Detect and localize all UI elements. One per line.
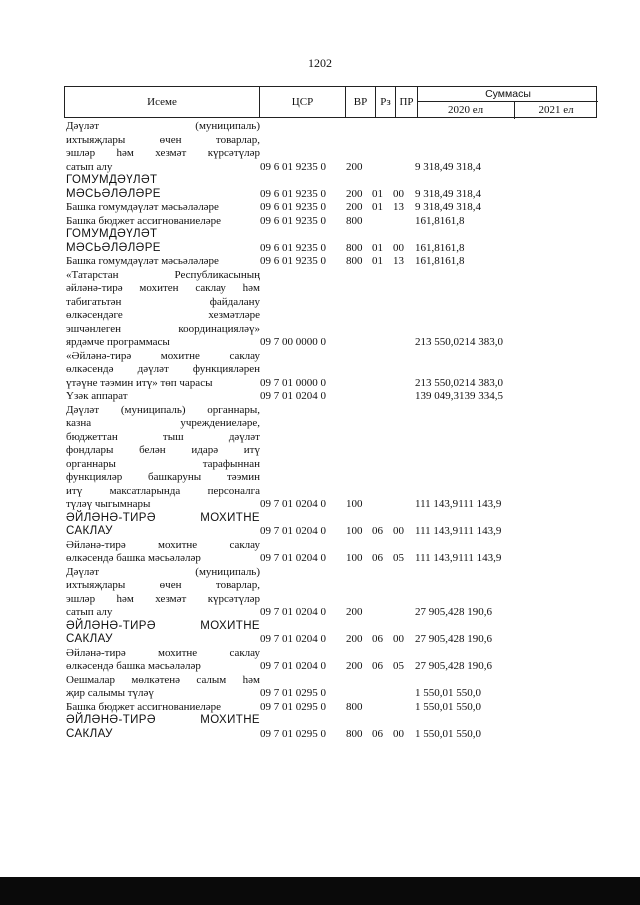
row-amount-2020: 27 905,4 [415, 660, 454, 672]
row-name [66, 255, 260, 269]
row-csr: 09 6 01 9235 0 [260, 201, 326, 213]
row-name [66, 512, 260, 539]
row-vr: 800 [346, 214, 363, 227]
row-amount-2021: 111 143,9 [458, 525, 502, 537]
row-amount-2021: 161,8 [439, 214, 465, 227]
table-row [66, 255, 598, 269]
row-pr: 05 [393, 660, 404, 672]
row-name-line: МӘСЬӘЛӘЛӘРЕ [66, 241, 161, 254]
row-rz: 06 [372, 552, 383, 564]
row-amount-2020: 213 550,0 [415, 376, 459, 389]
row-amount-2021: 111 143,9 [458, 552, 502, 564]
row-name-line: ГОМУМДӘҮЛӘТ [66, 174, 158, 186]
row-amount-2020: 139 049,3 [415, 390, 459, 402]
row-name [66, 120, 260, 174]
row-vr: 800 [346, 241, 363, 254]
row-name [66, 404, 260, 512]
row-name-line: Әйләнә-тирә мохитне саклау [66, 646, 260, 659]
row-amount-2020: 111 143,9 [415, 498, 459, 510]
row-name-line: өлкәсендә дәүләт функцияләрен [66, 363, 260, 375]
row-name-line: Дәүләт (муниципаль) [66, 120, 260, 132]
table-row [66, 390, 598, 404]
row-amount-2020: 161,8 [415, 214, 440, 227]
header-year-2021: 2021 ел [514, 101, 597, 119]
row-vr: 200 [346, 201, 363, 213]
row-csr: 09 7 01 0000 0 [260, 376, 326, 389]
row-name-line: казна учреждениеләре, [66, 417, 260, 429]
table-row [66, 701, 598, 715]
row-name-line: ихтыяҗлары өчен товарлар, [66, 579, 260, 591]
row-name-line: ӘЙЛӘНӘ-ТИРӘ МОХИТНЕ [66, 619, 260, 632]
table-row [66, 566, 598, 620]
table-row [66, 269, 598, 350]
row-csr: 09 7 01 0204 0 [260, 606, 326, 618]
row-rz: 06 [372, 525, 383, 537]
row-amount-2020: 9 318,4 [415, 187, 448, 200]
row-amount-2020: 213 550,0 [415, 336, 459, 348]
row-amount-2021: 1 550,0 [448, 727, 481, 740]
page-number: 1202 [308, 56, 332, 70]
row-amount-2021: 28 190,6 [453, 633, 492, 645]
row-name-line: САКЛАУ [66, 525, 113, 537]
row-csr: 09 7 01 0204 0 [260, 498, 326, 510]
table-row [66, 215, 598, 229]
row-amount-2021: 9 318,4 [448, 160, 481, 173]
row-name-line: әйләнә-тирә мохитен саклау һәм [66, 282, 260, 294]
row-vr: 100 [346, 525, 363, 537]
table-row [66, 201, 598, 215]
row-amount-2020: 111 143,9 [415, 552, 459, 564]
row-pr: 00 [393, 187, 404, 200]
row-name-line: түләү чыгымнары [66, 498, 151, 510]
row-csr: 09 7 01 0204 0 [260, 660, 326, 672]
row-csr: 09 7 01 0295 0 [260, 727, 326, 740]
row-name-line: ӘЙЛӘНӘ-ТИРӘ МОХИТНЕ [66, 511, 260, 524]
table-row [66, 350, 598, 391]
row-name [66, 566, 260, 620]
row-amount-2020: 1 550,0 [415, 700, 448, 713]
row-name-line: фондлары белән идарә итү [66, 444, 260, 456]
row-name [66, 174, 260, 201]
row-amount-2021: 161,8 [439, 255, 465, 267]
row-pr: 13 [393, 201, 404, 213]
row-amount-2021: 28 190,6 [453, 606, 492, 618]
row-name-line: сатып алу [66, 606, 113, 618]
row-name-line: Дәүләт (муниципаль) [66, 565, 260, 578]
row-amount-2021: 161,8 [439, 241, 465, 254]
row-name [66, 269, 260, 350]
row-name-line: өлкәсендә башка мәсьәләләр [66, 660, 201, 672]
row-name [66, 390, 260, 404]
row-rz: 01 [372, 255, 383, 267]
row-amount-2020: 9 318,4 [415, 160, 448, 173]
row-vr: 200 [346, 633, 363, 645]
row-csr: 09 7 01 0204 0 [260, 525, 326, 537]
row-name-line: өлкәсендәге хезмәтләре [66, 309, 260, 321]
row-name-line: органнары тарафыннан [66, 457, 260, 470]
row-rz: 06 [372, 727, 383, 740]
table-row [66, 647, 598, 674]
row-csr: 09 6 01 9235 0 [260, 255, 326, 267]
row-amount-2020: 1 550,0 [415, 687, 448, 699]
header-rz: Рз [375, 87, 395, 117]
row-vr: 800 [346, 700, 363, 713]
table-row [66, 404, 598, 512]
row-name-line: САКЛАУ [66, 727, 113, 740]
row-name [66, 201, 260, 215]
header-vr: ВР [345, 87, 375, 117]
row-pr: 00 [393, 525, 404, 537]
row-name-line: эшләр һәм хезмәт күрсәтүләр [66, 592, 260, 605]
row-name-line: Оешмалар мөлкәтенә салым һәм [66, 673, 260, 686]
scan-border [0, 877, 640, 905]
row-name-line: эшләр һәм хезмәт күрсәтүләр [66, 147, 260, 159]
table-row [66, 512, 598, 539]
row-name [66, 228, 260, 255]
row-amount-2020: 1 550,0 [415, 727, 448, 740]
row-name [66, 539, 260, 566]
row-name [66, 350, 260, 391]
row-csr: 09 6 01 9235 0 [260, 214, 326, 227]
row-amount-2020: 9 318,4 [415, 201, 448, 213]
header-sum: Суммасы [417, 87, 598, 102]
row-name-line: сатып алу [66, 160, 113, 173]
row-amount-2020: 111 143,9 [415, 525, 459, 537]
row-name-line: «Татарстан Республикасының [66, 268, 260, 281]
row-rz: 06 [372, 660, 383, 672]
row-rz: 01 [372, 187, 383, 200]
row-vr: 800 [346, 727, 363, 740]
row-name [66, 674, 260, 701]
table-row [66, 228, 598, 255]
row-csr: 09 7 01 0204 0 [260, 633, 326, 645]
row-amount-2021: 139 334,5 [459, 390, 503, 402]
row-pr: 13 [393, 255, 404, 267]
header-name: Исеме [147, 96, 177, 108]
row-rz: 01 [372, 201, 383, 213]
header-csr: ЦСР [259, 87, 345, 117]
row-vr: 200 [346, 606, 363, 618]
row-name-line: функцияләр башкаруны тәэмин [66, 471, 260, 483]
row-pr: 00 [393, 241, 404, 254]
row-name [66, 714, 260, 741]
row-csr: 09 7 01 0295 0 [260, 700, 326, 713]
row-name-line: Башка гомумдәүләт мәсьәләләре [66, 201, 219, 213]
row-name-line: ихтыяҗлары өчен товарлар, [66, 133, 260, 146]
row-pr: 00 [393, 727, 404, 740]
row-vr: 200 [346, 160, 363, 173]
row-name [66, 701, 260, 715]
row-pr: 00 [393, 633, 404, 645]
row-csr: 09 7 00 0000 0 [260, 336, 326, 348]
row-amount-2021: 28 190,6 [453, 660, 492, 672]
row-csr: 09 7 01 0204 0 [260, 552, 326, 564]
row-pr: 05 [393, 552, 404, 564]
row-name-line: САКЛАУ [66, 633, 113, 645]
table-header [64, 86, 597, 118]
row-vr: 800 [346, 255, 363, 267]
row-amount-2021: 214 383,0 [459, 336, 503, 348]
row-name-line: Дәүләт (муниципаль) органнары, [66, 403, 260, 416]
row-name-line: эшчәнлеген координацияләү» [66, 322, 260, 335]
row-amount-2021: 1 550,0 [448, 687, 481, 699]
row-csr: 09 6 01 9235 0 [260, 241, 326, 254]
row-amount-2021: 214 383,0 [459, 376, 503, 389]
row-name-line: үтәүне тәэмин итү» төп чарасы [66, 376, 213, 389]
table-row [66, 714, 598, 741]
row-amount-2020: 27 905,4 [415, 606, 454, 618]
row-name [66, 647, 260, 674]
row-name-line: Үзәк аппарат [66, 390, 128, 402]
row-amount-2020: 161,8 [415, 255, 440, 267]
row-vr: 100 [346, 498, 363, 510]
row-amount-2020: 27 905,4 [415, 633, 454, 645]
table-row [66, 174, 598, 201]
row-rz: 01 [372, 241, 383, 254]
row-vr: 200 [346, 660, 363, 672]
row-csr: 09 6 01 9235 0 [260, 187, 326, 200]
row-name-line: җир салымы түләү [66, 687, 154, 699]
table-body [66, 120, 598, 741]
row-name [66, 620, 260, 647]
table-row [66, 539, 598, 566]
row-name [66, 215, 260, 229]
row-name-line: ярдәмче программасы [66, 336, 170, 348]
row-name-line: ӘЙЛӘНӘ-ТИРӘ МОХИТНЕ [66, 714, 260, 726]
row-csr: 09 7 01 0204 0 [260, 390, 326, 402]
row-name-line: итү максатларында персоналга [66, 484, 260, 497]
table-row [66, 674, 598, 701]
row-name-line: «Әйләнә-тирә мохитне саклау [66, 349, 260, 362]
row-amount-2020: 161,8 [415, 241, 440, 254]
row-name-line: өлкәсендә башка мәсьәләләр [66, 552, 201, 564]
row-name-line: табигатьтән файдалану [66, 295, 260, 308]
row-vr: 100 [346, 552, 363, 564]
row-vr: 200 [346, 187, 363, 200]
row-amount-2021: 1 550,0 [448, 700, 481, 713]
header-pr: ПР [395, 87, 417, 117]
row-name-line: МӘСЬӘЛӘЛӘРЕ [66, 187, 161, 200]
row-name-line: бюджеттан тыш дәүләт [66, 430, 260, 443]
row-csr: 09 6 01 9235 0 [260, 160, 326, 173]
row-name-line: Әйләнә-тирә мохитне саклау [66, 538, 260, 551]
table-row [66, 620, 598, 647]
row-name-line: Башка бюджет ассигнованиеләре [66, 700, 221, 713]
table-row [66, 120, 598, 174]
row-amount-2021: 111 143,9 [458, 498, 502, 510]
row-name-line: Башка гомумдәүләт мәсьәләләре [66, 255, 219, 267]
row-name-line: ГОМУМДӘҮЛӘТ [66, 228, 158, 240]
header-year-2020: 2020 ел [447, 103, 484, 116]
row-amount-2021: 9 318,4 [448, 201, 481, 213]
row-amount-2021: 9 318,4 [448, 187, 481, 200]
row-rz: 06 [372, 633, 383, 645]
row-name-line: Башка бюджет ассигнованиеләре [66, 214, 221, 227]
row-csr: 09 7 01 0295 0 [260, 687, 326, 699]
